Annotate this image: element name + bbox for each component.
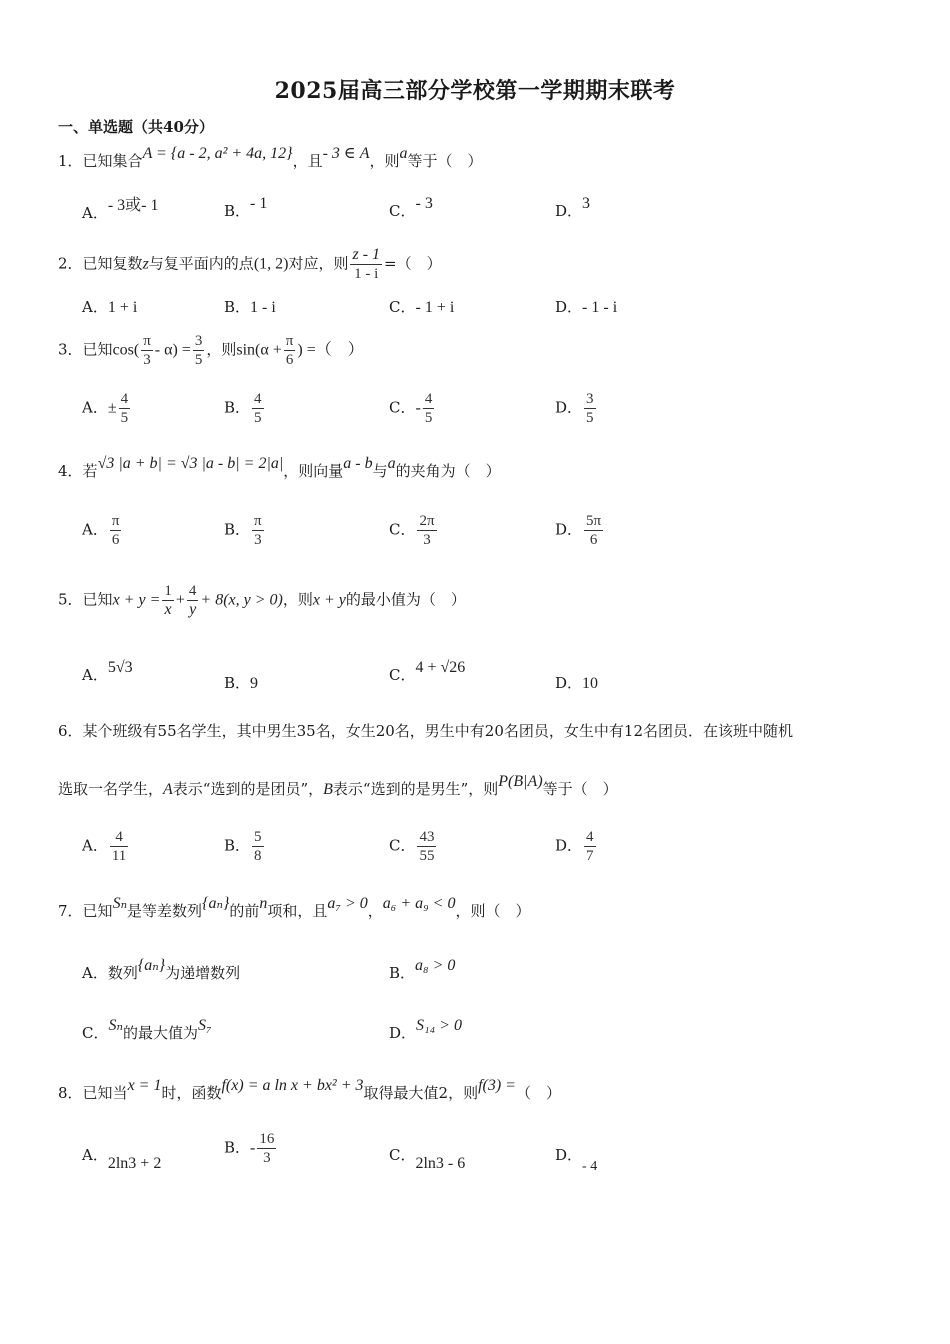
question-number: 2．: [58, 254, 83, 273]
option-d[interactable]: D．- 1 - i: [555, 298, 618, 316]
stem-text: ，且: [292, 152, 323, 170]
question-number: 5．: [58, 590, 83, 609]
question-2: [58, 246, 442, 283]
option-b[interactable]: B． $\frac{4}{5}$: [224, 391, 262, 426]
stem-text: 已知复数: [82, 254, 143, 273]
option-value: - 3或- 1: [107, 197, 159, 214]
option-d[interactable]: D． $\frac{4}{7}$: [555, 829, 594, 864]
fraction: $\frac{4}{5}$: [424, 391, 433, 426]
fraction: $\frac{4}{11}$: [111, 829, 127, 864]
fraction: $\frac{4}{5}$: [120, 391, 129, 426]
option-b[interactable]: B． $\frac{\pi}{3}$: [224, 513, 262, 548]
fraction: $\frac{2\pi}{3}$: [419, 513, 435, 548]
option-a[interactable]: A．数列{aₙ}为递增数列: [82, 957, 241, 982]
option-b[interactable]: B．- $\frac{16}{3}$: [224, 1131, 275, 1166]
question-8: 8．已知当x = 1时，函数f(x) = a ln x + bx² + 3取得最大值2，则f(3) =（ ）: [58, 1077, 561, 1102]
option-a[interactable]: A． $\frac{\pi}{6}$: [82, 513, 120, 548]
option-b[interactable]: B．a₈ > 0: [389, 957, 456, 982]
exam-title: 2025届高三部分学校第一学期期末联考: [274, 78, 676, 104]
option-d[interactable]: D．10: [555, 674, 599, 692]
fraction: $\frac{\pi}{6}$: [111, 513, 120, 548]
question-4: 4．若√3 |a + b| = √3 |a - b| = 2|a|，则向量a - b与a的夹角为（ ）: [58, 455, 501, 480]
stem-text: 对应，则: [288, 254, 349, 273]
fraction: $\frac{\pi}{3}$: [254, 513, 262, 548]
option-value: 9: [250, 675, 259, 692]
question-number: 4．: [58, 462, 83, 480]
option-d[interactable]: D．- 4: [555, 1146, 598, 1174]
option-value: 3: [582, 195, 591, 212]
option-a[interactable]: A．2ln3 + 2: [82, 1146, 162, 1172]
option-c[interactable]: C．- 3: [389, 195, 433, 220]
option-c[interactable]: C．- 1 + i: [389, 298, 455, 316]
option-a[interactable]: A．± $\frac{4}{5}$: [82, 391, 129, 426]
set-expression: A = {a - 2, a² + 4a, 12}: [142, 145, 293, 162]
stem-text: ，则: [369, 152, 400, 170]
option-a[interactable]: A．1 + i: [82, 298, 138, 316]
stem-text: 等于（ ）: [407, 152, 483, 170]
option-d[interactable]: D．S₁₄ > 0: [389, 1017, 462, 1042]
stem-text: 某个班级有55名学生，其中男生35名，女生20名，男生中有20名团员，女生中有12名团员．在该班中随机: [82, 722, 793, 740]
fraction: $\frac{43}{55}$: [419, 829, 435, 864]
question-5: 5．已知x + y = $\frac{1}{x}$ + $\frac{4}{y}$ + 8(x, y > 0)，则x + y的最小值为（ ）: [58, 583, 466, 618]
question-7: 7．已知Sₙ是等差数列{aₙ}的前n项和，且a₇ > 0，a₆ + a₉ < 0，则（ ）: [58, 895, 531, 920]
vector-expression: a - b: [343, 455, 373, 472]
option-c[interactable]: C． $\frac{2\pi}{3}$: [389, 513, 435, 548]
option-c[interactable]: C．- $\frac{4}{5}$: [389, 391, 433, 426]
option-c[interactable]: C．4 + √26: [389, 659, 466, 684]
fraction: $\frac{16}{3}$: [259, 1131, 275, 1166]
option-b[interactable]: B．1 - i: [224, 298, 276, 316]
function-expression: f(x) = a ln x + bx² + 3: [221, 1077, 364, 1094]
question-1: [58, 145, 483, 171]
option-value: - 4: [582, 1159, 598, 1174]
option-b[interactable]: B．- 1: [224, 195, 268, 220]
fraction: $\frac{4}{7}$: [586, 829, 594, 864]
question-number: 6．: [58, 722, 83, 740]
option-value: 5√3: [107, 659, 133, 676]
fraction: $\frac{5}{8}$: [254, 829, 262, 864]
fraction: $\frac{3}{5}$: [194, 333, 203, 368]
fraction: $\frac{\pi}{6}$: [285, 333, 294, 368]
variable-a: a: [399, 145, 408, 162]
stem-text: 与复平面内的点: [148, 254, 254, 273]
point-expression: (1, 2): [253, 255, 289, 273]
option-value: - 1: [250, 195, 268, 212]
option-b[interactable]: B． $\frac{5}{8}$: [224, 829, 262, 864]
option-a[interactable]: A． $\frac{4}{11}$: [82, 829, 127, 864]
question-6: [58, 720, 793, 741]
option-value: 1 - i: [250, 299, 276, 316]
option-c[interactable]: C． $\frac{43}{55}$: [389, 829, 435, 864]
question-number: 3．: [58, 340, 83, 359]
section-heading: 一、单选题（共40分）: [58, 118, 214, 136]
fraction: $\frac{4}{5}$: [254, 391, 262, 426]
option-c[interactable]: C．2ln3 - 6: [389, 1146, 466, 1172]
stem-text: =（ ）: [384, 254, 442, 273]
option-value: - 3: [415, 195, 433, 212]
option-c[interactable]: C．Sₙ的最大值为S₇: [82, 1017, 212, 1042]
option-value: - 1 + i: [415, 299, 455, 316]
option-value: 4 + √26: [415, 659, 466, 676]
option-d[interactable]: D． $\frac{3}{5}$: [555, 391, 594, 426]
option-value: - 1 - i: [582, 299, 618, 316]
fraction: $\frac{5\pi}{6}$: [586, 513, 602, 548]
vector-condition: √3 |a + b| = √3 |a - b| = 2|a|: [97, 455, 284, 472]
question-6-line-2: 选取一名学生，A表示“选到的是团员”，B表示“选到的是男生”，则P(B|A)等于（ ）: [58, 773, 618, 798]
question-number: 7．: [58, 902, 83, 920]
question-number: 8．: [58, 1084, 83, 1102]
fraction: $\frac{4}{y}$: [188, 583, 197, 618]
fraction: $\frac{3}{5}$: [586, 391, 594, 426]
fraction: $\frac{z - 1}{1 - i}$: [352, 246, 381, 282]
option-a[interactable]: A．5√3: [82, 659, 133, 684]
variable-z: z: [142, 255, 149, 273]
option-d[interactable]: D． $\frac{5\pi}{6}$: [555, 513, 602, 548]
option-a[interactable]: A．- 3或- 1: [82, 197, 159, 222]
stem-text: 若: [82, 462, 98, 480]
option-value: 10: [582, 675, 599, 692]
option-d[interactable]: D．3: [555, 195, 591, 220]
membership-expression: - 3 ∈ A: [322, 145, 370, 162]
probability-expression: P(B|A): [498, 773, 543, 790]
stem-text: 已知集合: [82, 152, 143, 170]
question-3: 3．已知cos( $\frac{\pi}{3}$ - α) = $\frac{3}{5}$ ，则sin(α + $\frac{\pi}{6}$ ) =（ ）: [58, 333, 364, 368]
option-b[interactable]: B．9: [224, 674, 259, 692]
option-value: 2ln3 - 6: [415, 1155, 466, 1172]
stem-text: 已知: [82, 340, 113, 359]
fraction: $\frac{1}{x}$: [164, 583, 172, 618]
option-value: 2ln3 + 2: [107, 1155, 162, 1172]
fraction: $\frac{\pi}{3}$: [143, 333, 151, 368]
question-number: 1．: [58, 152, 83, 170]
option-value: 1 + i: [107, 299, 138, 316]
